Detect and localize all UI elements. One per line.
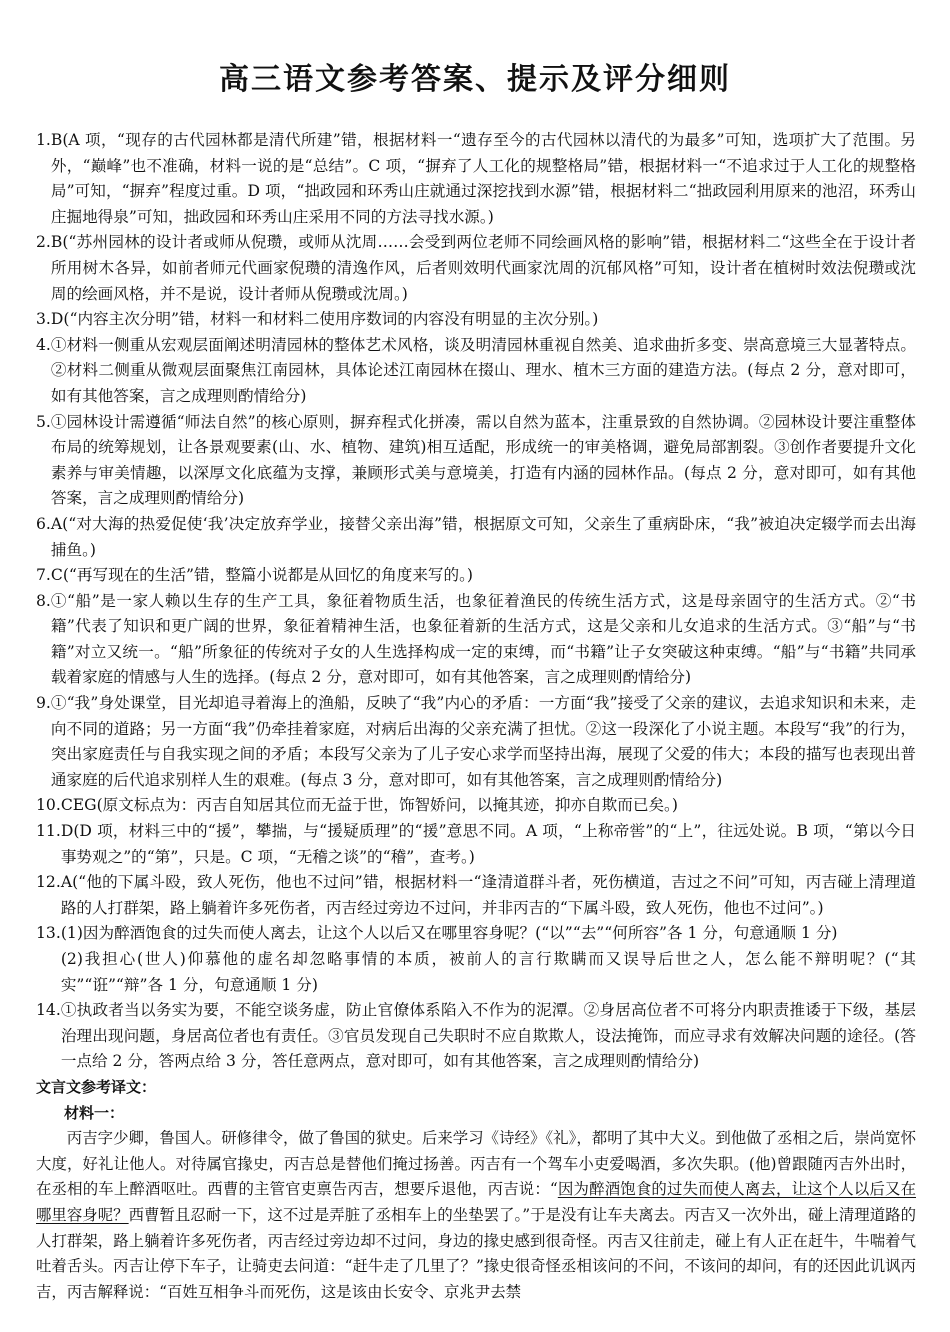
translation-paragraph [36, 1126, 916, 1305]
material-label: 材料一： [64, 1103, 125, 1122]
answer-item-7 [36, 563, 916, 589]
answer-number: 8. [36, 591, 51, 610]
answer-number: 10. [36, 796, 61, 815]
answer-text: ①“船”是一家人赖以生存的生产工具，象征着物质生活，也象征着渔民的传统生活方式，这是母亲固守的生活方式。②“书籍”代表了知识和更广阔的世界，象征着精神生活，也象征着新的生活方式，这是父亲和儿女追求的生活方式。③“船”与“书籍”对立又统一。“船”所象征的传统对子女的人生选择构成一定的束缚，而“书籍”让子女突破这种束缚。“船”与“书籍”共同承载着家庭的情感与人生的选择。(每点 2 分，意对即可，如有其他答案，言之成理则酌情给分) [50, 591, 916, 687]
answer-item-13 [36, 921, 916, 998]
answer-item-12 [36, 870, 916, 921]
answer-number: 4. [36, 335, 51, 354]
answer-number: 2. [36, 233, 51, 252]
page-title: 高三语文参考答案、提示及评分细则 [219, 62, 731, 97]
translation-text-after: 西曹暂且忍耐一下，这不过是弄脏了丞相车上的坐垫罢了。”于是没有让车夫离去。丙吉又一次外出，碰上清理道路的人打群架，路上躺着许多死伤者，丙吉经过旁边却不过问，身边的掾史感到很奇怪。丙吉又往前走，碰上有人正在赶牛，牛喘着气吐着舌头。丙吉让停下车子，让骑吏去问道：“赶牛走了几里了？”掾史很奇怪丞相该问的不问，不该问的却问，有的还因此讥讽丙吉，丙吉解释说：“百姓互相争斗而死伤，这是该由长安令、京兆尹去禁 [36, 1205, 916, 1301]
answer-item-6 [36, 512, 916, 563]
answer-number: 6. [36, 514, 51, 533]
answer-number: 13. [36, 924, 61, 943]
answer-text: B(A 项，“现存的古代园林都是清代所建”错，根据材料一“遗存至今的古代园林以清代的为最多”可知，选项扩大了范围。另外，“巅峰”也不准确，材料一说的是“总结”。C 项，“摒弃了人工化的规整格局”错，根据材料一“不追求过于人工化的规整格局”可知，“摒弃”程度过重。D 项，“拙政园和环秀山庄就通过深挖找到水源”错，根据材料二“拙政园利用原来的池沼，环秀山庄掘地得泉”可知，拙政园和环秀山庄采用不同的方法寻找水源。) [50, 131, 916, 226]
answer-item-1 [36, 128, 916, 230]
answer-item-10 [36, 793, 916, 819]
answer-number: 1. [36, 131, 51, 149]
answer-number: 14. [36, 1001, 61, 1020]
answer-item-4 [36, 333, 916, 410]
answer-text: A(“他的下属斗殴，致人死伤，他也不过问”错，根据材料一“逢清道群斗者，死伤横道，吉过之不问”可知，丙吉碰上清理道路的人打群架，路上躺着许多死伤者，丙吉经过旁边不过问，并非丙吉的“下属斗殴，致人死伤，他也不过问”。) [60, 873, 916, 917]
answer-item-14 [36, 998, 916, 1075]
answer-text: ①材料一侧重从宏观层面阐述明清园林的整体艺术风格，谈及明清园林重视自然美、追求曲折多变、崇高意境三大显著特点。②材料二侧重从微观层面聚焦江南园林，具体论述江南园林在掇山、理水、植木三方面的建造方法。(每点 2 分，意对即可，如有其他答案，言之成理则酌情给分) [50, 335, 916, 405]
answer-text: ①执政者当以务实为要，不能空谈务虚，防止官僚体系陷入不作为的泥潭。②身居高位者不可将分内职责推诿于下级，基层治理出现问题，身居高位者也有责任。③官员发现自己失职时不应自欺欺人，设法掩饰，而应寻求有效解决问题的途径。(答一点给 2 分，答两点给 3 分，答任意两点，意对即可，如有其他答案，言之成理则酌情给分) [60, 1001, 916, 1071]
answer-content [36, 128, 916, 1305]
translation-heading: 文言文参考译文： [36, 1077, 157, 1096]
answer-text: ①“我”身处课堂，目光却追寻着海上的渔船，反映了“我”内心的矛盾：一方面“我”接受了父亲的建议，去追求知识和未来，走向不同的道路；另一方面“我”仍牵挂着家庭，对病后出海的父亲充满了担忧。②这一段深化了小说主题。本段写“我”的行为，突出家庭责任与自我实现之间的矛盾；本段写父亲为了儿子安心求学而坚持出海，展现了父爱的伟大；本段的描写也表现出普通家庭的后代追求别样人生的艰难。(每点 3 分，意对即可，如有其他答案，言之成理则酌情给分) [50, 694, 916, 789]
answer-part-2: (2)我担心(世人)仰慕他的虚名却忽略事情的本质，被前人的言行欺瞒而又误导后世之人，怎么能不辩明呢？(“其实”“诳”“辩”各 1 分，句意通顺 1 分) [60, 950, 916, 994]
answer-item-11 [36, 819, 916, 870]
answer-text: B(“苏州园林的设计者或师从倪瓒，或师从沈周……会受到两位老师不同绘画风格的影响”错，根据材料二“这些全在于设计者所用树木各异，如前者师元代画家倪瓒的清逸作风，后者则效明代画家沈周的沉郁风格”可知，设计者在植树时效法倪瓒或沈周的绘画风格，并不是说，设计者师从倪瓒或沈周。) [50, 233, 916, 303]
answer-item-5 [36, 410, 916, 512]
answer-number: 3. [36, 310, 51, 329]
answer-text [61, 921, 916, 998]
answer-number: 7. [36, 566, 51, 585]
answer-text: ①园林设计需遵循“师法自然”的核心原则，摒弃程式化拼凑，需以自然为蓝本，注重景致的自然协调。②园林设计要注重整体布局的统筹规划，让各景观要素(山、水、植物、建筑)相互适配，形成统一的审美格调，避免局部割裂。③创作者要提升文化素养与审美情趣，以深厚文化底蕴为支撑，兼顾形式美与意境美，打造有内涵的园林作品。(每点 2 分，意对即可，如有其他答案，言之成理则酌情给分) [50, 412, 916, 508]
answer-text: C(“再写现在的生活”错，整篇小说都是从回忆的角度来写的。) [50, 566, 473, 585]
answer-part-1: (1)因为醉酒饱食的过失而使人离去，让这个人以后又在哪里容身呢？(“以”“去”“何所容”各 1 分，句意通顺 1 分) [60, 924, 838, 943]
answer-item-9 [36, 691, 916, 793]
answer-number: 12. [36, 873, 61, 892]
answer-text: D(D 项，材料三中的“援”，攀揣，与“援疑质理”的“援”意思不同。A 项，“上称帝喾”的“上”，往远处说。B 项，“第以今日事势观之”的“第”，只是。C 项，“无稽之谈”的“稽”，查考。) [60, 822, 916, 866]
answer-item-2 [36, 230, 916, 307]
answer-text: CEG(原文标点为：丙吉自知居其位而无益于世，饰智娇问，以掩其迹，抑亦自欺而已矣。) [60, 796, 678, 815]
answer-number: 9. [36, 694, 51, 713]
answer-text: D(“内容主次分明”错，材料一和材料二使用序数词的内容没有明显的主次分别。) [50, 310, 599, 329]
answer-item-8 [36, 589, 916, 691]
answer-number: 11. [36, 822, 61, 841]
underlined-sentence: 因为醉酒饱食的过失而使人离去，让这个人以后又在哪里容身呢？ [36, 1180, 916, 1224]
answer-text: A(“对大海的热爱促使‘我’决定放弃学业，接替父亲出海”错，根据原文可知，父亲生了重病卧床，“我”被迫决定辍学而去出海捕鱼。) [50, 514, 916, 559]
translation-text-before: 丙吉字少卿，鲁国人。研修律令，做了鲁国的狱史。后来学习《诗经》《礼》，都明了其中大义。到他做了丞相之后，崇尚宽怀大度，好礼让他人。对待属官掾史，丙吉总是替他们掩过扬善。丙吉有一个驾车小吏爱喝酒，多次失职。(他)曾跟随丙吉外出时，在丞相的车上醉酒呕吐。西曹的主管官吏禀告丙吉，想要斥退他，丙吉说：“ [36, 1129, 916, 1199]
answer-item-3 [36, 307, 916, 333]
answer-number: 5. [36, 412, 51, 431]
